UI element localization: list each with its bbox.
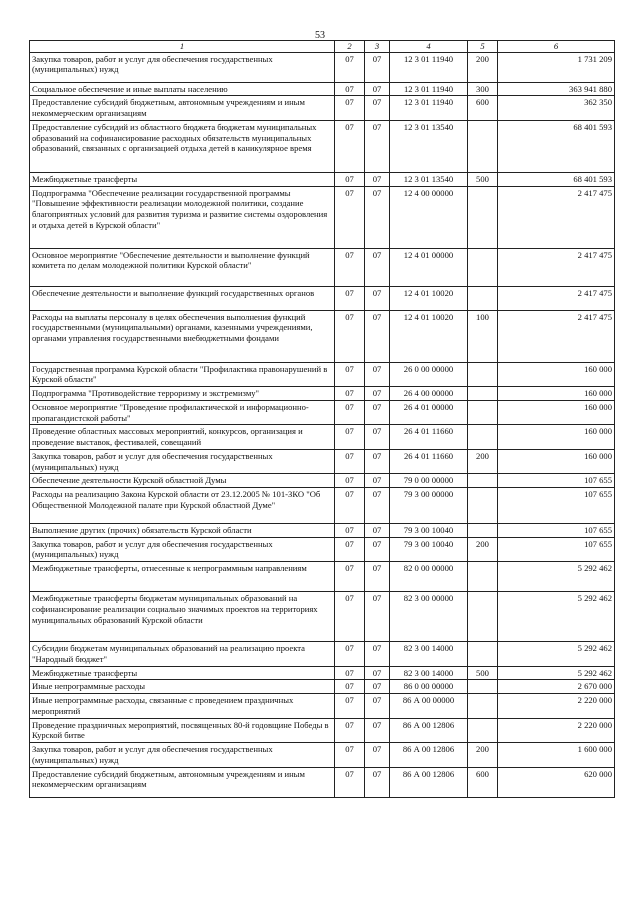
target-article-code-cell: 12 4 00 00000: [390, 186, 468, 248]
expense-type-code-cell: [468, 120, 498, 172]
expense-type-code-cell: [468, 286, 498, 310]
item-name-cell: Субсидии бюджетам муниципальных образований на реализацию проекта "Народный бюджет": [30, 642, 335, 666]
section-code-cell: 07: [335, 425, 365, 449]
subsection-code-cell: 07: [365, 592, 390, 642]
amount-cell: 160 000: [498, 449, 615, 473]
subsection-code-cell: 07: [365, 387, 390, 401]
amount-cell: 160 000: [498, 400, 615, 424]
subsection-code-cell: 07: [365, 694, 390, 718]
subsection-code-cell: 07: [365, 474, 390, 488]
target-article-code-cell: 12 3 01 11940: [390, 52, 468, 82]
item-name-cell: Иные непрограммные расходы: [30, 680, 335, 694]
item-name-cell: Проведение праздничных мероприятий, посвященных 80-й годовщине Победы в Курской битве: [30, 718, 335, 742]
target-article-code-cell: 82 3 00 14000: [390, 642, 468, 666]
section-code-cell: 07: [335, 362, 365, 386]
expense-type-code-cell: 100: [468, 310, 498, 362]
table-row: [30, 488, 615, 524]
item-name-cell: Основное мероприятие "Обеспечение деятельности и выполнение функций комитета по делам молодежной политики Курской области": [30, 248, 335, 286]
table-header-row: [30, 41, 615, 53]
expense-type-code-cell: [468, 694, 498, 718]
table-row: [30, 474, 615, 488]
section-code-cell: 07: [335, 310, 365, 362]
table-row: [30, 286, 615, 310]
section-code-cell: 07: [335, 524, 365, 538]
target-article-code-cell: 12 3 01 13540: [390, 172, 468, 186]
section-code-cell: 07: [335, 537, 365, 561]
section-code-cell: 07: [335, 186, 365, 248]
item-name-cell: Выполнение других (прочих) обязательств Курской области: [30, 524, 335, 538]
amount-cell: 107 655: [498, 524, 615, 538]
item-name-cell: Закупка товаров, работ и услуг для обеспечения государственных (муниципальных) нужд: [30, 449, 335, 473]
expense-type-code-cell: [468, 474, 498, 488]
table-row: [30, 425, 615, 449]
amount-cell: 160 000: [498, 387, 615, 401]
item-name-cell: Закупка товаров, работ и услуг для обеспечения государственных (муниципальных) нужд: [30, 537, 335, 561]
expense-type-code-cell: [468, 425, 498, 449]
subsection-code-cell: 07: [365, 680, 390, 694]
subsection-code-cell: 07: [365, 562, 390, 592]
section-code-cell: 07: [335, 82, 365, 96]
expense-type-code-cell: [468, 400, 498, 424]
expense-type-code-cell: 500: [468, 666, 498, 680]
amount-cell: 160 000: [498, 425, 615, 449]
expense-type-code-cell: [468, 387, 498, 401]
target-article-code-cell: 12 3 01 11940: [390, 96, 468, 120]
expense-type-code-cell: [468, 642, 498, 666]
item-name-cell: Иные непрограммные расходы, связанные с проведением праздничных мероприятий: [30, 694, 335, 718]
amount-cell: 362 350: [498, 96, 615, 120]
expense-type-code-cell: [468, 524, 498, 538]
target-article-code-cell: 26 4 01 00000: [390, 400, 468, 424]
item-name-cell: Закупка товаров, работ и услуг для обеспечения государственных (муниципальных) нужд: [30, 52, 335, 82]
table-row: [30, 718, 615, 742]
section-code-cell: 07: [335, 767, 365, 797]
target-article-code-cell: 79 0 00 00000: [390, 474, 468, 488]
expense-type-code-cell: [468, 718, 498, 742]
table-row: [30, 694, 615, 718]
item-name-cell: Основное мероприятие "Проведение профилактической и информационно-пропагандистской работы": [30, 400, 335, 424]
subsection-code-cell: 07: [365, 718, 390, 742]
section-code-cell: 07: [335, 286, 365, 310]
header-col-1: 1: [30, 41, 335, 53]
subsection-code-cell: 07: [365, 52, 390, 82]
subsection-code-cell: 07: [365, 82, 390, 96]
section-code-cell: 07: [335, 694, 365, 718]
table-row: [30, 537, 615, 561]
item-name-cell: Закупка товаров, работ и услуг для обеспечения государственных (муниципальных) нужд: [30, 743, 335, 767]
item-name-cell: Предоставление субсидий бюджетным, автономным учреждениям и иным некоммерческим организациям: [30, 767, 335, 797]
item-name-cell: Расходы на реализацию Закона Курской области от 23.12.2005 № 101-ЗКО "Об Общественной Молодежной палате при Курской областной Думе": [30, 488, 335, 524]
amount-cell: 1 600 000: [498, 743, 615, 767]
header-col-3: 3: [365, 41, 390, 53]
target-article-code-cell: 12 4 01 10020: [390, 286, 468, 310]
target-article-code-cell: 86 А 00 00000: [390, 694, 468, 718]
subsection-code-cell: 07: [365, 642, 390, 666]
item-name-cell: Предоставление субсидий бюджетным, автономным учреждениям и иным некоммерческим организациям: [30, 96, 335, 120]
target-article-code-cell: 82 0 00 00000: [390, 562, 468, 592]
target-article-code-cell: 79 3 00 10040: [390, 537, 468, 561]
amount-cell: 68 401 593: [498, 120, 615, 172]
section-code-cell: 07: [335, 248, 365, 286]
subsection-code-cell: 07: [365, 488, 390, 524]
item-name-cell: Обеспечение деятельности и выполнение функций государственных органов: [30, 286, 335, 310]
target-article-code-cell: 26 4 01 11660: [390, 449, 468, 473]
target-article-code-cell: 12 3 01 13540: [390, 120, 468, 172]
table-row: [30, 387, 615, 401]
table-row: [30, 82, 615, 96]
subsection-code-cell: 07: [365, 286, 390, 310]
expense-type-code-cell: [468, 680, 498, 694]
amount-cell: 2 670 000: [498, 680, 615, 694]
item-name-cell: Проведение областных массовых мероприятий, конкурсов, организация и проведение выставок, фестивалей, совещаний: [30, 425, 335, 449]
section-code-cell: 07: [335, 743, 365, 767]
item-name-cell: Подпрограмма "Противодействие терроризму и экстремизму": [30, 387, 335, 401]
table-row: [30, 96, 615, 120]
amount-cell: 2 417 475: [498, 310, 615, 362]
target-article-code-cell: 26 0 00 00000: [390, 362, 468, 386]
section-code-cell: 07: [335, 52, 365, 82]
amount-cell: 5 292 462: [498, 666, 615, 680]
table-row: [30, 562, 615, 592]
target-article-code-cell: 82 3 00 14000: [390, 666, 468, 680]
amount-cell: 5 292 462: [498, 642, 615, 666]
item-name-cell: Расходы на выплаты персоналу в целях обеспечения выполнения функций государственными (муниципальными) органами, казенными учреждениями, органами управления государственными внебюджетными фондами: [30, 310, 335, 362]
header-col-5: 5: [468, 41, 498, 53]
header-col-4: 4: [390, 41, 468, 53]
expense-type-code-cell: 200: [468, 449, 498, 473]
expense-type-code-cell: [468, 592, 498, 642]
expense-type-code-cell: 200: [468, 537, 498, 561]
item-name-cell: Обеспечение деятельности Курской областной Думы: [30, 474, 335, 488]
subsection-code-cell: 07: [365, 449, 390, 473]
expense-type-code-cell: [468, 488, 498, 524]
amount-cell: 107 655: [498, 537, 615, 561]
table-row: [30, 524, 615, 538]
table-row: [30, 52, 615, 82]
section-code-cell: 07: [335, 488, 365, 524]
table-row: [30, 642, 615, 666]
amount-cell: 363 941 880: [498, 82, 615, 96]
expense-type-code-cell: 600: [468, 96, 498, 120]
item-name-cell: Социальное обеспечение и иные выплаты населению: [30, 82, 335, 96]
amount-cell: 2 220 000: [498, 694, 615, 718]
amount-cell: 160 000: [498, 362, 615, 386]
target-article-code-cell: 79 3 00 10040: [390, 524, 468, 538]
expense-type-code-cell: [468, 186, 498, 248]
subsection-code-cell: 07: [365, 172, 390, 186]
expense-type-code-cell: 200: [468, 743, 498, 767]
section-code-cell: 07: [335, 666, 365, 680]
table-row: [30, 310, 615, 362]
item-name-cell: Государственная программа Курской области "Профилактика правонарушений в Курской области": [30, 362, 335, 386]
section-code-cell: 07: [335, 562, 365, 592]
target-article-code-cell: 26 4 00 00000: [390, 387, 468, 401]
section-code-cell: 07: [335, 592, 365, 642]
table-row: [30, 400, 615, 424]
amount-cell: 2 417 475: [498, 248, 615, 286]
section-code-cell: 07: [335, 172, 365, 186]
header-col-2: 2: [335, 41, 365, 53]
subsection-code-cell: 07: [365, 186, 390, 248]
target-article-code-cell: 86 А 00 12806: [390, 718, 468, 742]
subsection-code-cell: 07: [365, 743, 390, 767]
budget-table: [29, 40, 615, 798]
section-code-cell: 07: [335, 400, 365, 424]
expense-type-code-cell: [468, 562, 498, 592]
target-article-code-cell: 86 А 00 12806: [390, 767, 468, 797]
subsection-code-cell: 07: [365, 425, 390, 449]
subsection-code-cell: 07: [365, 362, 390, 386]
expense-type-code-cell: 500: [468, 172, 498, 186]
table-row: [30, 743, 615, 767]
table-body: [30, 52, 615, 797]
table-row: [30, 680, 615, 694]
subsection-code-cell: 07: [365, 96, 390, 120]
amount-cell: 107 655: [498, 488, 615, 524]
amount-cell: 68 401 593: [498, 172, 615, 186]
item-name-cell: Межбюджетные трансферты, отнесенные к непрограммным направлениям: [30, 562, 335, 592]
amount-cell: 1 731 209: [498, 52, 615, 82]
subsection-code-cell: 07: [365, 524, 390, 538]
expense-type-code-cell: [468, 362, 498, 386]
expense-type-code-cell: 600: [468, 767, 498, 797]
section-code-cell: 07: [335, 96, 365, 120]
expense-type-code-cell: [468, 248, 498, 286]
target-article-code-cell: 86 А 00 12806: [390, 743, 468, 767]
amount-cell: 107 655: [498, 474, 615, 488]
target-article-code-cell: 86 0 00 00000: [390, 680, 468, 694]
subsection-code-cell: 07: [365, 537, 390, 561]
subsection-code-cell: 07: [365, 120, 390, 172]
section-code-cell: 07: [335, 449, 365, 473]
table-row: [30, 362, 615, 386]
target-article-code-cell: 12 3 01 11940: [390, 82, 468, 96]
item-name-cell: Предоставление субсидий из областного бюджета бюджетам муниципальных образований на софинансирование расходных обязательств муниципальных образований, связанных с организацией отдыха детей в каникулярное время: [30, 120, 335, 172]
target-article-code-cell: 79 3 00 00000: [390, 488, 468, 524]
header-col-6: 6: [498, 41, 615, 53]
table-row: [30, 592, 615, 642]
section-code-cell: 07: [335, 642, 365, 666]
section-code-cell: 07: [335, 120, 365, 172]
section-code-cell: 07: [335, 718, 365, 742]
item-name-cell: Межбюджетные трансферты бюджетам муниципальных образований на софинансирование реализации социально значимых проектов на территориях муниципальных образований Курской области: [30, 592, 335, 642]
target-article-code-cell: 82 3 00 00000: [390, 592, 468, 642]
subsection-code-cell: 07: [365, 666, 390, 680]
expense-type-code-cell: 200: [468, 52, 498, 82]
subsection-code-cell: 07: [365, 767, 390, 797]
table-row: [30, 172, 615, 186]
table-row: [30, 120, 615, 172]
subsection-code-cell: 07: [365, 400, 390, 424]
target-article-code-cell: 26 4 01 11660: [390, 425, 468, 449]
table-row: [30, 186, 615, 248]
target-article-code-cell: 12 4 01 00000: [390, 248, 468, 286]
amount-cell: 2 220 000: [498, 718, 615, 742]
section-code-cell: 07: [335, 387, 365, 401]
subsection-code-cell: 07: [365, 248, 390, 286]
item-name-cell: Подпрограмма "Обеспечение реализации государственной программы "Повышение эффективности реализации молодежной политики, создание благоприятных условий для развития туризма и развитие системы оздоровления и отдыха детей в Курской области": [30, 186, 335, 248]
table-row: [30, 248, 615, 286]
amount-cell: 2 417 475: [498, 186, 615, 248]
table-row: [30, 666, 615, 680]
amount-cell: 620 000: [498, 767, 615, 797]
expense-type-code-cell: 300: [468, 82, 498, 96]
section-code-cell: 07: [335, 680, 365, 694]
item-name-cell: Межбюджетные трансферты: [30, 172, 335, 186]
table-row: [30, 449, 615, 473]
table-row: [30, 767, 615, 797]
section-code-cell: 07: [335, 474, 365, 488]
amount-cell: 5 292 462: [498, 592, 615, 642]
item-name-cell: Межбюджетные трансферты: [30, 666, 335, 680]
target-article-code-cell: 12 4 01 10020: [390, 310, 468, 362]
amount-cell: 2 417 475: [498, 286, 615, 310]
page-number: 53: [315, 30, 325, 41]
amount-cell: 5 292 462: [498, 562, 615, 592]
subsection-code-cell: 07: [365, 310, 390, 362]
